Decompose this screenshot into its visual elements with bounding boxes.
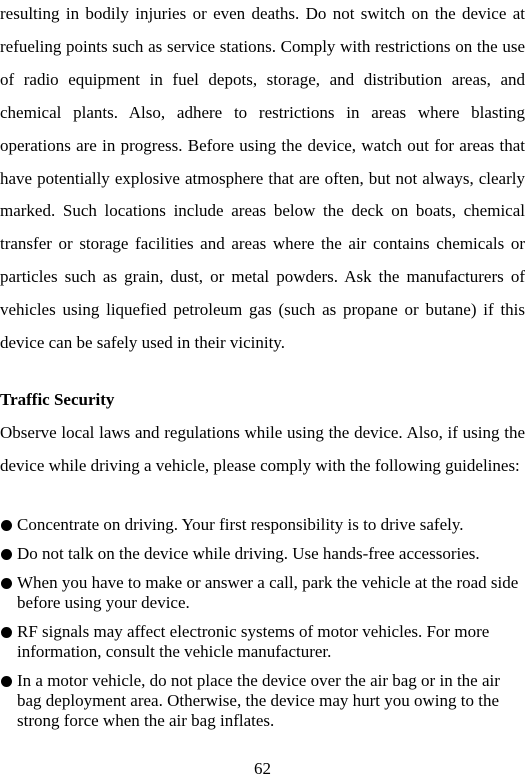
section-heading: Traffic Security	[0, 390, 115, 409]
list-item	[0, 515, 525, 535]
guideline-list	[0, 515, 525, 740]
list-item	[0, 544, 525, 564]
bullet-icon	[1, 578, 12, 589]
list-item-text: In a motor vehicle, do not place the device over the air bag or in the air bag deployment area. Otherwise, the device may hurt you owing to the strong force when the air bag inflates.	[17, 671, 500, 730]
list-item	[0, 671, 525, 731]
intro-paragraph: resulting in bodily injuries or even deaths. Do not switch on the device at refueling points such as service stations. Comply with restrictions on the use of radio equipment in fuel depots, storage, and distribution areas, and chemical plants. Also, adhere to restrictions in areas where blasting operations are in progress. Before using the device, watch out for areas that have potentially explosive atmosphere that are often, but not always, clearly marked. Such locations include areas below the deck on boats, chemical transfer or storage facilities and areas where the air contains chemicals or particles such as grain, dust, or metal powders. Ask the manufacturers of vehicles using liquefied petroleum gas (such as propane or butane) if this device can be safely used in their vicinity.	[0, 4, 525, 353]
section-paragraph: Observe local laws and regulations while using the device. Also, if using the device while driving a vehicle, please comply with the following guidelines:	[0, 423, 525, 475]
list-item	[0, 622, 525, 662]
list-item-text: Concentrate on driving. Your first responsibility is to drive safely.	[17, 515, 464, 534]
bullet-icon	[1, 627, 12, 638]
page-number: 62	[254, 759, 271, 778]
bullet-icon	[1, 520, 12, 531]
bullet-icon	[1, 549, 12, 560]
list-item-text: When you have to make or answer a call, park the vehicle at the road side before using your device.	[17, 573, 519, 612]
list-item-text: RF signals may affect electronic systems of motor vehicles. For more information, consult the vehicle manufacturer.	[17, 622, 490, 661]
list-item	[0, 573, 525, 613]
list-item-text: Do not talk on the device while driving. Use hands-free accessories.	[17, 544, 480, 563]
bullet-icon	[1, 676, 12, 687]
